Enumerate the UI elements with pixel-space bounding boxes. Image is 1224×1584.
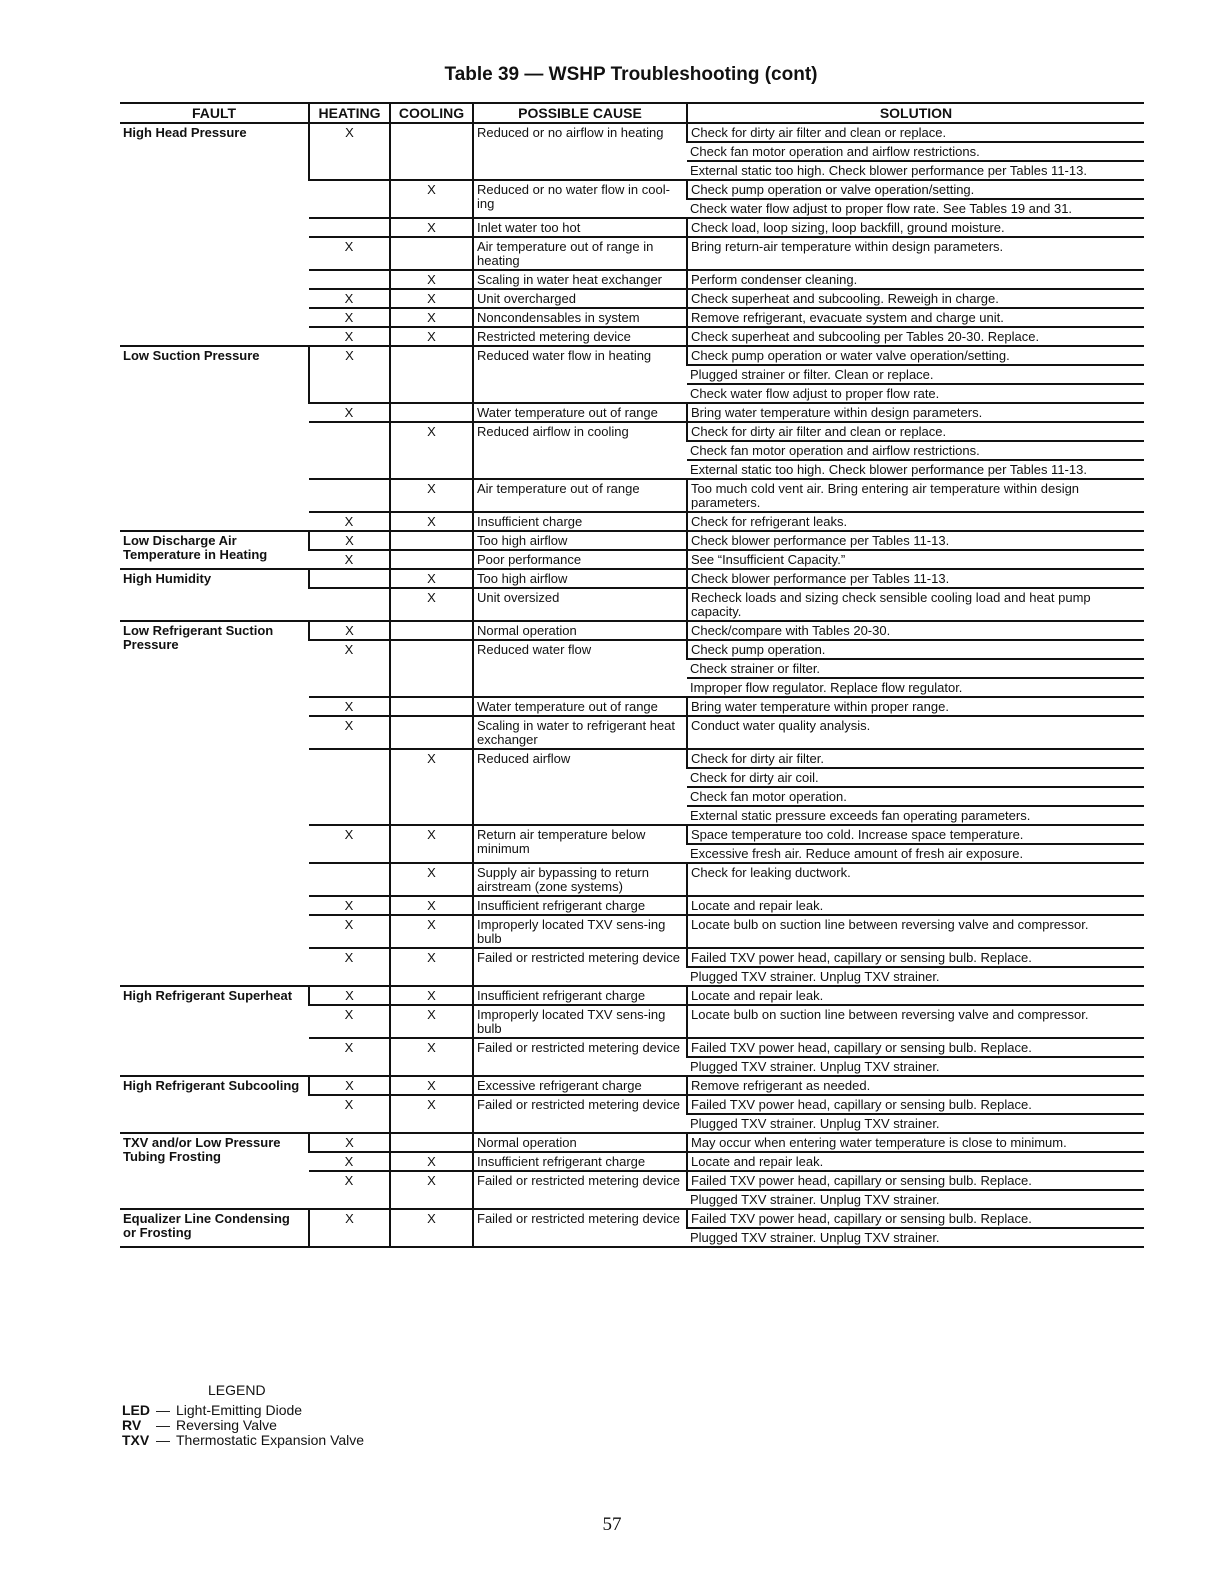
possible-cause: Insufficient refrigerant charge xyxy=(473,1152,687,1171)
heating-mark: X xyxy=(309,308,390,327)
solution: Check fan motor operation. xyxy=(687,787,1144,806)
fault-name: High Refrigerant Subcooling xyxy=(120,1076,309,1133)
solution: Too much cold vent air. Bring entering air temperature within design parameters. xyxy=(687,479,1144,512)
table-row xyxy=(120,123,1144,142)
header-solution: SOLUTION xyxy=(687,103,1144,123)
solution: Bring water temperature within design parameters. xyxy=(687,403,1144,422)
heating-mark: X xyxy=(309,915,390,948)
possible-cause: Poor performance xyxy=(473,550,687,569)
solution: Perform condenser cleaning. xyxy=(687,270,1144,289)
heating-mark: X xyxy=(309,1005,390,1038)
heating-mark: X xyxy=(309,1209,390,1247)
possible-cause: Insufficient charge xyxy=(473,512,687,531)
heating-mark: X xyxy=(309,1038,390,1076)
heating-mark xyxy=(309,270,390,289)
possible-cause: Air temperature out of range xyxy=(473,479,687,512)
solution: External static too high. Check blower performance per Tables 11-13. xyxy=(687,161,1144,180)
cooling-mark xyxy=(390,346,473,403)
solution: Failed TXV power head, capillary or sensing bulb. Replace. xyxy=(687,948,1144,967)
solution: Excessive fresh air. Reduce amount of fresh air exposure. xyxy=(687,844,1144,863)
solution: Check for leaking ductwork. xyxy=(687,863,1144,896)
fault-name: Low Refrigerant Suction Pressure xyxy=(120,621,309,986)
solution: Failed TXV power head, capillary or sensing bulb. Replace. xyxy=(687,1209,1144,1228)
heating-mark: X xyxy=(309,640,390,697)
solution: Check for dirty air coil. xyxy=(687,768,1144,787)
solution: Check fan motor operation and airflow restrictions. xyxy=(687,441,1144,460)
possible-cause: Water temperature out of range xyxy=(473,697,687,716)
solution: Failed TXV power head, capillary or sensing bulb. Replace. xyxy=(687,1095,1144,1114)
cooling-mark: X xyxy=(390,588,473,621)
solution: Check for dirty air filter and clean or replace. xyxy=(687,422,1144,441)
legend-text: Light-Emitting Diode xyxy=(176,1402,303,1418)
cooling-mark xyxy=(390,1133,473,1152)
legend-text: Thermostatic Expansion Valve xyxy=(176,1432,365,1448)
solution: Failed TXV power head, capillary or sensing bulb. Replace. xyxy=(687,1171,1144,1190)
possible-cause: Failed or restricted metering device xyxy=(473,1095,687,1133)
solution: Space temperature too cold. Increase space temperature. xyxy=(687,825,1144,844)
solution: External static pressure exceeds fan operating parameters. xyxy=(687,806,1144,825)
solution: Check for dirty air filter and clean or replace. xyxy=(687,123,1144,142)
cooling-mark xyxy=(390,531,473,550)
heating-mark: X xyxy=(309,896,390,915)
heating-mark: X xyxy=(309,825,390,863)
heating-mark: X xyxy=(309,621,390,640)
legend-text: Reversing Valve xyxy=(176,1417,277,1433)
cooling-mark: X xyxy=(390,569,473,588)
fault-name: Low Suction Pressure xyxy=(120,346,309,531)
heating-mark xyxy=(309,479,390,512)
possible-cause: Reduced or no water flow in cool-ing xyxy=(473,180,687,218)
solution: Check blower performance per Tables 11-13. xyxy=(687,531,1144,550)
solution: Recheck loads and sizing check sensible cooling load and heat pump capacity. xyxy=(687,588,1144,621)
legend-item xyxy=(122,1433,364,1448)
solution: Check/compare with Tables 20-30. xyxy=(687,621,1144,640)
possible-cause: Restricted metering device xyxy=(473,327,687,346)
possible-cause: Reduced water flow xyxy=(473,640,687,697)
solution: See “Insufficient Capacity.” xyxy=(687,550,1144,569)
cooling-mark: X xyxy=(390,915,473,948)
fault-name: Equalizer Line Condensing or Frosting xyxy=(120,1209,309,1247)
legend-item xyxy=(122,1418,364,1433)
table-row xyxy=(120,531,1144,550)
cooling-mark xyxy=(390,716,473,749)
cooling-mark: X xyxy=(390,308,473,327)
possible-cause: Scaling in water heat exchanger xyxy=(473,270,687,289)
possible-cause: Water temperature out of range xyxy=(473,403,687,422)
possible-cause: Failed or restricted metering device xyxy=(473,1209,687,1247)
heating-mark: X xyxy=(309,986,390,1005)
solution: Remove refrigerant as needed. xyxy=(687,1076,1144,1095)
cooling-mark xyxy=(390,550,473,569)
heating-mark: X xyxy=(309,550,390,569)
heating-mark xyxy=(309,218,390,237)
legend-item xyxy=(122,1403,364,1418)
heating-mark: X xyxy=(309,716,390,749)
solution: Check superheat and subcooling per Tables 20-30. Replace. xyxy=(687,327,1144,346)
cooling-mark: X xyxy=(390,512,473,531)
cooling-mark xyxy=(390,640,473,697)
possible-cause: Failed or restricted metering device xyxy=(473,1038,687,1076)
solution: Plugged TXV strainer. Unplug TXV strainer. xyxy=(687,967,1144,986)
fault-name: High Head Pressure xyxy=(120,123,309,346)
cooling-mark: X xyxy=(390,1171,473,1209)
heating-mark: X xyxy=(309,1133,390,1152)
heating-mark xyxy=(309,422,390,479)
possible-cause: Unit overcharged xyxy=(473,289,687,308)
cooling-mark: X xyxy=(390,1076,473,1095)
legend-heading: LEGEND xyxy=(208,1382,266,1398)
solution: Locate bulb on suction line between reversing valve and compressor. xyxy=(687,1005,1144,1038)
cooling-mark: X xyxy=(390,1038,473,1076)
cooling-mark: X xyxy=(390,1005,473,1038)
possible-cause: Too high airflow xyxy=(473,569,687,588)
header-heating: HEATING xyxy=(309,103,390,123)
solution: Plugged TXV strainer. Unplug TXV strainer. xyxy=(687,1228,1144,1247)
heating-mark: X xyxy=(309,1152,390,1171)
solution: Check fan motor operation and airflow restrictions. xyxy=(687,142,1144,161)
heating-mark xyxy=(309,180,390,218)
cooling-mark xyxy=(390,123,473,180)
possible-cause: Unit oversized xyxy=(473,588,687,621)
legend xyxy=(122,1383,364,1448)
table-title: Table 39 — WSHP Troubleshooting (cont) xyxy=(444,64,818,85)
heating-mark: X xyxy=(309,346,390,403)
heating-mark: X xyxy=(309,1095,390,1133)
solution: Remove refrigerant, evacuate system and charge unit. xyxy=(687,308,1144,327)
fault-name: High Humidity xyxy=(120,569,309,621)
possible-cause: Normal operation xyxy=(473,621,687,640)
heating-mark: X xyxy=(309,697,390,716)
troubleshooting-table xyxy=(120,102,1144,1248)
heating-mark: X xyxy=(309,289,390,308)
cooling-mark: X xyxy=(390,1095,473,1133)
legend-dash: — xyxy=(156,1402,170,1418)
possible-cause: Air temperature out of range in heating xyxy=(473,237,687,270)
solution: Check for refrigerant leaks. xyxy=(687,512,1144,531)
table-row xyxy=(120,621,1144,640)
cooling-mark: X xyxy=(390,1152,473,1171)
legend-dash: — xyxy=(156,1432,170,1448)
table-row xyxy=(120,1209,1144,1228)
solution: Locate and repair leak. xyxy=(687,1152,1144,1171)
legend-abbr: LED xyxy=(122,1402,150,1418)
possible-cause: Supply air bypassing to return airstream (zone systems) xyxy=(473,863,687,896)
possible-cause: Reduced water flow in heating xyxy=(473,346,687,403)
possible-cause: Failed or restricted metering device xyxy=(473,948,687,986)
possible-cause: Return air temperature below minimum xyxy=(473,825,687,863)
heating-mark xyxy=(309,588,390,621)
solution: Check pump operation or valve operation/setting. xyxy=(687,180,1144,199)
possible-cause: Insufficient refrigerant charge xyxy=(473,986,687,1005)
solution: Check water flow adjust to proper flow rate. xyxy=(687,384,1144,403)
table-row xyxy=(120,986,1144,1005)
solution: May occur when entering water temperature is close to minimum. xyxy=(687,1133,1144,1152)
cooling-mark xyxy=(390,697,473,716)
solution: Failed TXV power head, capillary or sensing bulb. Replace. xyxy=(687,1038,1144,1057)
cooling-mark: X xyxy=(390,180,473,218)
possible-cause: Reduced airflow in cooling xyxy=(473,422,687,479)
heating-mark: X xyxy=(309,123,390,180)
table-body xyxy=(120,123,1144,1247)
solution: Improper flow regulator. Replace flow regulator. xyxy=(687,678,1144,697)
cooling-mark: X xyxy=(390,327,473,346)
cooling-mark: X xyxy=(390,422,473,479)
cooling-mark xyxy=(390,621,473,640)
fault-name: Low Discharge Air Temperature in Heating xyxy=(120,531,309,569)
solution: Locate and repair leak. xyxy=(687,986,1144,1005)
header-fault: FAULT xyxy=(120,103,309,123)
possible-cause: Inlet water too hot xyxy=(473,218,687,237)
solution: Check for dirty air filter. xyxy=(687,749,1144,768)
cooling-mark: X xyxy=(390,825,473,863)
fault-name: High Refrigerant Superheat xyxy=(120,986,309,1076)
solution: Locate and repair leak. xyxy=(687,896,1144,915)
solution: Locate bulb on suction line between reversing valve and compressor. xyxy=(687,915,1144,948)
header-possible-cause: POSSIBLE CAUSE xyxy=(473,103,687,123)
cooling-mark: X xyxy=(390,948,473,986)
possible-cause: Normal operation xyxy=(473,1133,687,1152)
solution: Check water flow adjust to proper flow rate. See Tables 19 and 31. xyxy=(687,199,1144,218)
possible-cause: Improperly located TXV sens-ing bulb xyxy=(473,915,687,948)
table-header-row xyxy=(120,103,1144,123)
heating-mark: X xyxy=(309,948,390,986)
legend-abbr: RV xyxy=(122,1417,142,1433)
heating-mark: X xyxy=(309,237,390,270)
cooling-mark: X xyxy=(390,986,473,1005)
solution: Conduct water quality analysis. xyxy=(687,716,1144,749)
cooling-mark xyxy=(390,403,473,422)
legend-abbr: TXV xyxy=(122,1432,150,1448)
solution: Plugged TXV strainer. Unplug TXV strainer. xyxy=(687,1190,1144,1209)
cooling-mark: X xyxy=(390,270,473,289)
heating-mark: X xyxy=(309,531,390,550)
possible-cause: Reduced or no airflow in heating xyxy=(473,123,687,180)
cooling-mark: X xyxy=(390,749,473,825)
cooling-mark xyxy=(390,237,473,270)
possible-cause: Scaling in water to refrigerant heat exchanger xyxy=(473,716,687,749)
header-cooling: COOLING xyxy=(390,103,473,123)
solution: Check load, loop sizing, loop backfill, ground moisture. xyxy=(687,218,1144,237)
table-row xyxy=(120,346,1144,365)
heating-mark xyxy=(309,863,390,896)
solution: Check superheat and subcooling. Reweigh in charge. xyxy=(687,289,1144,308)
possible-cause: Insufficient refrigerant charge xyxy=(473,896,687,915)
heating-mark xyxy=(309,569,390,588)
heating-mark xyxy=(309,749,390,825)
heating-mark: X xyxy=(309,327,390,346)
solution: Plugged strainer or filter. Clean or replace. xyxy=(687,365,1144,384)
table-row xyxy=(120,1076,1144,1095)
page-number: 57 xyxy=(602,1514,622,1535)
heating-mark: X xyxy=(309,1171,390,1209)
solution: Bring return-air temperature within design parameters. xyxy=(687,237,1144,270)
solution: Bring water temperature within proper range. xyxy=(687,697,1144,716)
cooling-mark: X xyxy=(390,1209,473,1247)
possible-cause: Excessive refrigerant charge xyxy=(473,1076,687,1095)
possible-cause: Noncondensables in system xyxy=(473,308,687,327)
solution: External static too high. Check blower performance per Tables 11-13. xyxy=(687,460,1144,479)
legend-dash: — xyxy=(156,1417,170,1433)
cooling-mark: X xyxy=(390,896,473,915)
fault-name: TXV and/or Low Pressure Tubing Frosting xyxy=(120,1133,309,1209)
cooling-mark: X xyxy=(390,289,473,308)
cooling-mark: X xyxy=(390,479,473,512)
possible-cause: Too high airflow xyxy=(473,531,687,550)
heating-mark: X xyxy=(309,403,390,422)
solution: Check strainer or filter. xyxy=(687,659,1144,678)
possible-cause: Reduced airflow xyxy=(473,749,687,825)
solution: Plugged TXV strainer. Unplug TXV strainer. xyxy=(687,1114,1144,1133)
heating-mark: X xyxy=(309,512,390,531)
solution: Check pump operation. xyxy=(687,640,1144,659)
possible-cause: Improperly located TXV sens-ing bulb xyxy=(473,1005,687,1038)
cooling-mark: X xyxy=(390,863,473,896)
solution: Plugged TXV strainer. Unplug TXV strainer. xyxy=(687,1057,1144,1076)
table-row xyxy=(120,569,1144,588)
table-row xyxy=(120,1133,1144,1152)
solution: Check blower performance per Tables 11-13. xyxy=(687,569,1144,588)
possible-cause: Failed or restricted metering device xyxy=(473,1171,687,1209)
cooling-mark: X xyxy=(390,218,473,237)
heating-mark: X xyxy=(309,1076,390,1095)
solution: Check pump operation or water valve operation/setting. xyxy=(687,346,1144,365)
